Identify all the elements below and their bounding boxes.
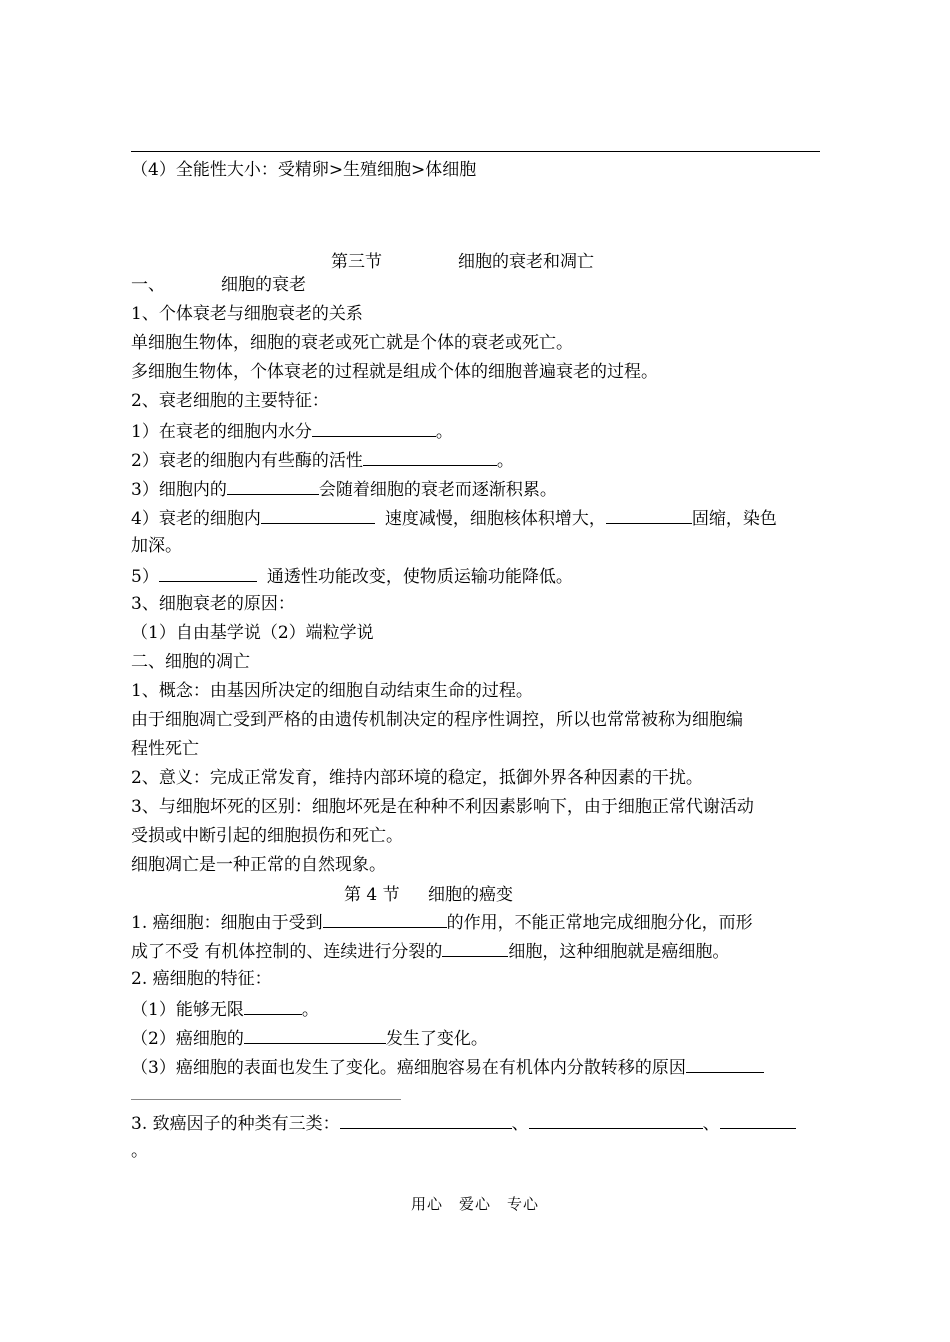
fill-blank-continuation[interactable] xyxy=(131,1099,401,1100)
part1-heading xyxy=(131,275,306,295)
part1-title: 细胞的衰老 xyxy=(221,275,306,295)
cancer-feature-2 xyxy=(131,1027,488,1049)
paragraph: 受损或中断引起的细胞损伤和死亡。 xyxy=(131,826,403,846)
fill-blank[interactable] xyxy=(442,940,508,957)
fill-blank[interactable] xyxy=(529,1112,703,1129)
carcinogen-end: 。 xyxy=(131,1141,148,1161)
cancer-line-2 xyxy=(131,940,729,962)
cancer-text: 、 xyxy=(511,1114,529,1134)
paragraph: 由于细胞凋亡受到严格的由遗传机制决定的程序性调控，所以也常常被称为细胞编 xyxy=(131,710,743,730)
fill-blank[interactable] xyxy=(363,449,497,466)
fill-blank[interactable] xyxy=(606,507,692,524)
paragraph: （1）自由基学说（2）端粒学说 xyxy=(131,623,374,643)
feature-text: 固缩，染色 xyxy=(691,509,777,529)
paragraph: 2、衰老细胞的主要特征： xyxy=(131,391,329,411)
paragraph: 多细胞生物体，个体衰老的过程就是组成个体的细胞普遍衰老的过程。 xyxy=(131,362,658,382)
cancer-text: 的作用，不能正常地完成细胞分化，而形 xyxy=(446,913,753,933)
cancer-text: 3. 致癌因子的种类有三类： xyxy=(131,1114,340,1134)
section3-title-left: 第三节 xyxy=(331,252,382,272)
paragraph: 2、意义：完成正常发育，维持内部环境的稳定，抵御外界各种因素的干扰。 xyxy=(131,768,703,788)
paragraph: 1、个体衰老与细胞衰老的关系 xyxy=(131,304,363,324)
feature-1 xyxy=(131,420,453,442)
cancer-text: 。 xyxy=(301,1000,319,1020)
cancer-line-1 xyxy=(131,911,753,933)
part2-heading: 二、细胞的凋亡 xyxy=(131,652,250,672)
footer-word: 用心 xyxy=(410,1195,443,1213)
paragraph: 程性死亡 xyxy=(131,739,199,759)
footer-word: 爱心 xyxy=(458,1195,491,1213)
fill-blank[interactable] xyxy=(720,1112,796,1129)
paragraph: 1、概念：由基因所决定的细胞自动结束生命的过程。 xyxy=(131,681,533,701)
cancer-text: （3）癌细胞的表面也发生了变化。癌细胞容易在有机体内分散转移的原因 xyxy=(131,1058,686,1078)
fill-blank[interactable] xyxy=(159,565,257,582)
cancer-text: （1）能够无限 xyxy=(131,1000,244,1020)
fill-blank[interactable] xyxy=(340,1112,512,1129)
feature-4-cont: 加深。 xyxy=(131,536,182,556)
fill-blank[interactable] xyxy=(244,998,302,1015)
fill-blank[interactable] xyxy=(323,911,447,928)
cancer-text: 1. 癌细胞：细胞由于受到 xyxy=(131,913,323,933)
section4-title-left: 第 4 节 xyxy=(344,885,400,905)
feature-text: 1）在衰老的细胞内水分 xyxy=(131,422,312,442)
header-rule xyxy=(131,151,820,152)
cancer-text: （2）癌细胞的 xyxy=(131,1029,244,1049)
feature-text: 4）衰老的细胞内 xyxy=(131,509,261,529)
feature-3 xyxy=(131,478,557,500)
footer-word: 专心 xyxy=(507,1195,540,1213)
feature-5 xyxy=(131,565,573,587)
fill-blank[interactable] xyxy=(686,1056,764,1073)
cancer-text: 细胞，这种细胞就是癌细胞。 xyxy=(508,942,730,962)
paragraph: 3、细胞衰老的原因： xyxy=(131,594,295,614)
cancer-feature-1 xyxy=(131,998,319,1020)
part1-number: 一、 xyxy=(131,275,165,295)
fill-blank[interactable] xyxy=(261,507,375,524)
carcinogen-line xyxy=(131,1112,796,1134)
page-footer xyxy=(0,1193,950,1214)
cancer-text: 发生了变化。 xyxy=(385,1029,488,1049)
feature-text: 5） xyxy=(131,567,159,587)
fill-blank[interactable] xyxy=(312,420,436,437)
feature-text: 。 xyxy=(496,451,514,471)
feature-text: 3）细胞内的 xyxy=(131,480,227,500)
feature-4 xyxy=(131,507,777,529)
paragraph: 3、与细胞坏死的区别：细胞坏死是在种种不利因素影响下，由于细胞正常代谢活动 xyxy=(131,797,754,817)
feature-text: 速度减慢，细胞核体积增大， xyxy=(384,509,606,529)
section4-title-right: 细胞的癌变 xyxy=(428,885,513,905)
header-note: （4）全能性大小：受精卵>生殖细胞>体细胞 xyxy=(131,160,477,180)
paragraph: 2. 癌细胞的特征： xyxy=(131,969,272,989)
fill-blank[interactable] xyxy=(227,478,319,495)
feature-text: 。 xyxy=(435,422,453,442)
feature-2 xyxy=(131,449,514,471)
feature-text: 通透性功能改变，使物质运输功能降低。 xyxy=(266,567,573,587)
paragraph: 细胞凋亡是一种正常的自然现象。 xyxy=(131,855,386,875)
cancer-text: 成了不受 有机体控制的、连续进行分裂的 xyxy=(131,942,443,962)
fill-blank[interactable] xyxy=(244,1027,386,1044)
feature-text: 2）衰老的细胞内有些酶的活性 xyxy=(131,451,363,471)
section3-title-right: 细胞的衰老和凋亡 xyxy=(458,252,594,272)
paragraph: 单细胞生物体，细胞的衰老或死亡就是个体的衰老或死亡。 xyxy=(131,333,573,353)
cancer-text: 、 xyxy=(702,1114,720,1134)
feature-text: 会随着细胞的衰老而逐渐积累。 xyxy=(318,480,557,500)
cancer-feature-3 xyxy=(131,1056,764,1078)
